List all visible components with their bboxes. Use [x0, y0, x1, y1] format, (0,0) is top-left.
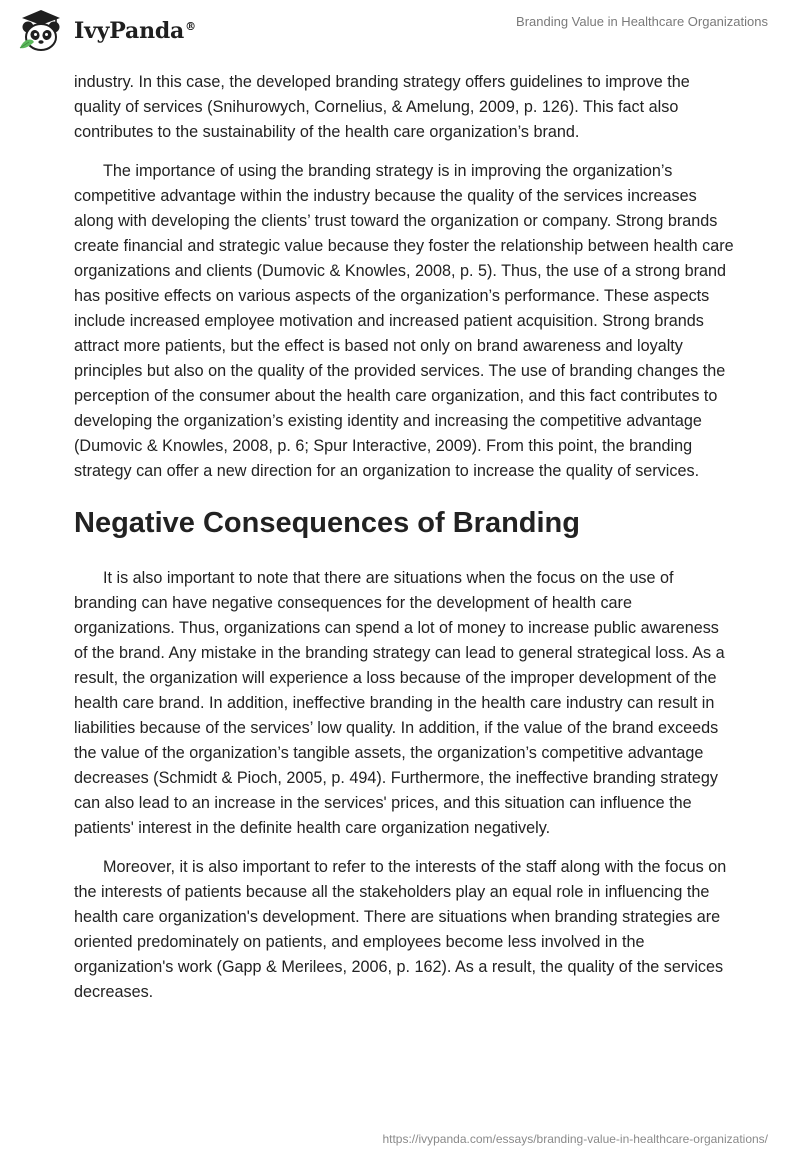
paragraph-branding-importance: The importance of using the branding strategy is in improving the organization’s competitive advantage within the industry because the quality of the services increases along with developing the clients’ trust toward the organization or company. Strong brands create financial and strategic value because they foster the relationship between health care organizations and clients (Dumovic & Knowles, 2008, p. 5). Thus, the use of a strong brand has positive effects on various aspects of the organization’s performance. These aspects include increased employee motivation and increased patient acquisition. Strong brands attract more patients, but the effect is based not only on brand awareness and loyalty principles but also on the quality of the provided services. The use of branding changes the perception of the consumer about the health care organization, and this fact contributes to developing the organization’s existing identity and increasing the competitive advantage (Dumovic & Knowles, 2008, p. 6; Spur Interactive, 2009). From this point, the branding strategy can offer a new direction for an organization to increase the quality of services.	[74, 162, 734, 480]
paragraph-continued: industry. In this case, the developed branding strategy offers guidelines to improve the quality of services (Snihurowych, Cornelius, & Amelung, 2009, p. 126). This fact also contributes to the sustainability of the health care organization’s brand.	[74, 73, 690, 141]
paragraph-staff-interests: Moreover, it is also important to refer to the interests of the staff along with the focus on the interests of patients because all the stakeholders play an equal role in influencing the health care organization's development. There are situations when branding strategies are oriented predominately on patients, and employees become less involved in the organization's work (Gapp & Merilees, 2006, p. 162). As a result, the quality of the services decreases.	[74, 858, 727, 1001]
brand-name: IvyPanda®	[74, 18, 196, 44]
essay-body	[74, 70, 734, 1019]
page-header	[0, 0, 800, 60]
source-url: https://ivypanda.com/essays/branding-value-in-healthcare-organizations/	[382, 1132, 768, 1146]
panda-graduate-icon	[16, 8, 66, 54]
registered-mark: ®	[185, 19, 196, 33]
section-heading: Negative Consequences of Branding	[74, 507, 580, 539]
paragraph-negative-consequences: It is also important to note that there are situations when the focus on the use of branding can have negative consequences for the development of health care organizations. Thus, organizations can spend a lot of money to increase public awareness of the brand. Any mistake in the branding strategy can lead to general strategical loss. As a result, the organization will experience a loss because of the improper development of the health care brand. In addition, ineffective branding in the health care industry can result in liabilities because of the services’ low quality. In addition, if the value of the brand exceeds the value of the organization’s tangible assets, the organization’s competitive advantage decreases (Schmidt & Pioch, 2005, p. 494). Furthermore, the ineffective branding strategy can also lead to an increase in the services' prices, and this situation can influence the patients' interest in the definite health care organization negatively.	[74, 569, 725, 837]
ivypanda-logo[interactable]	[16, 8, 196, 54]
document-title: Branding Value in Healthcare Organizations	[516, 14, 768, 29]
